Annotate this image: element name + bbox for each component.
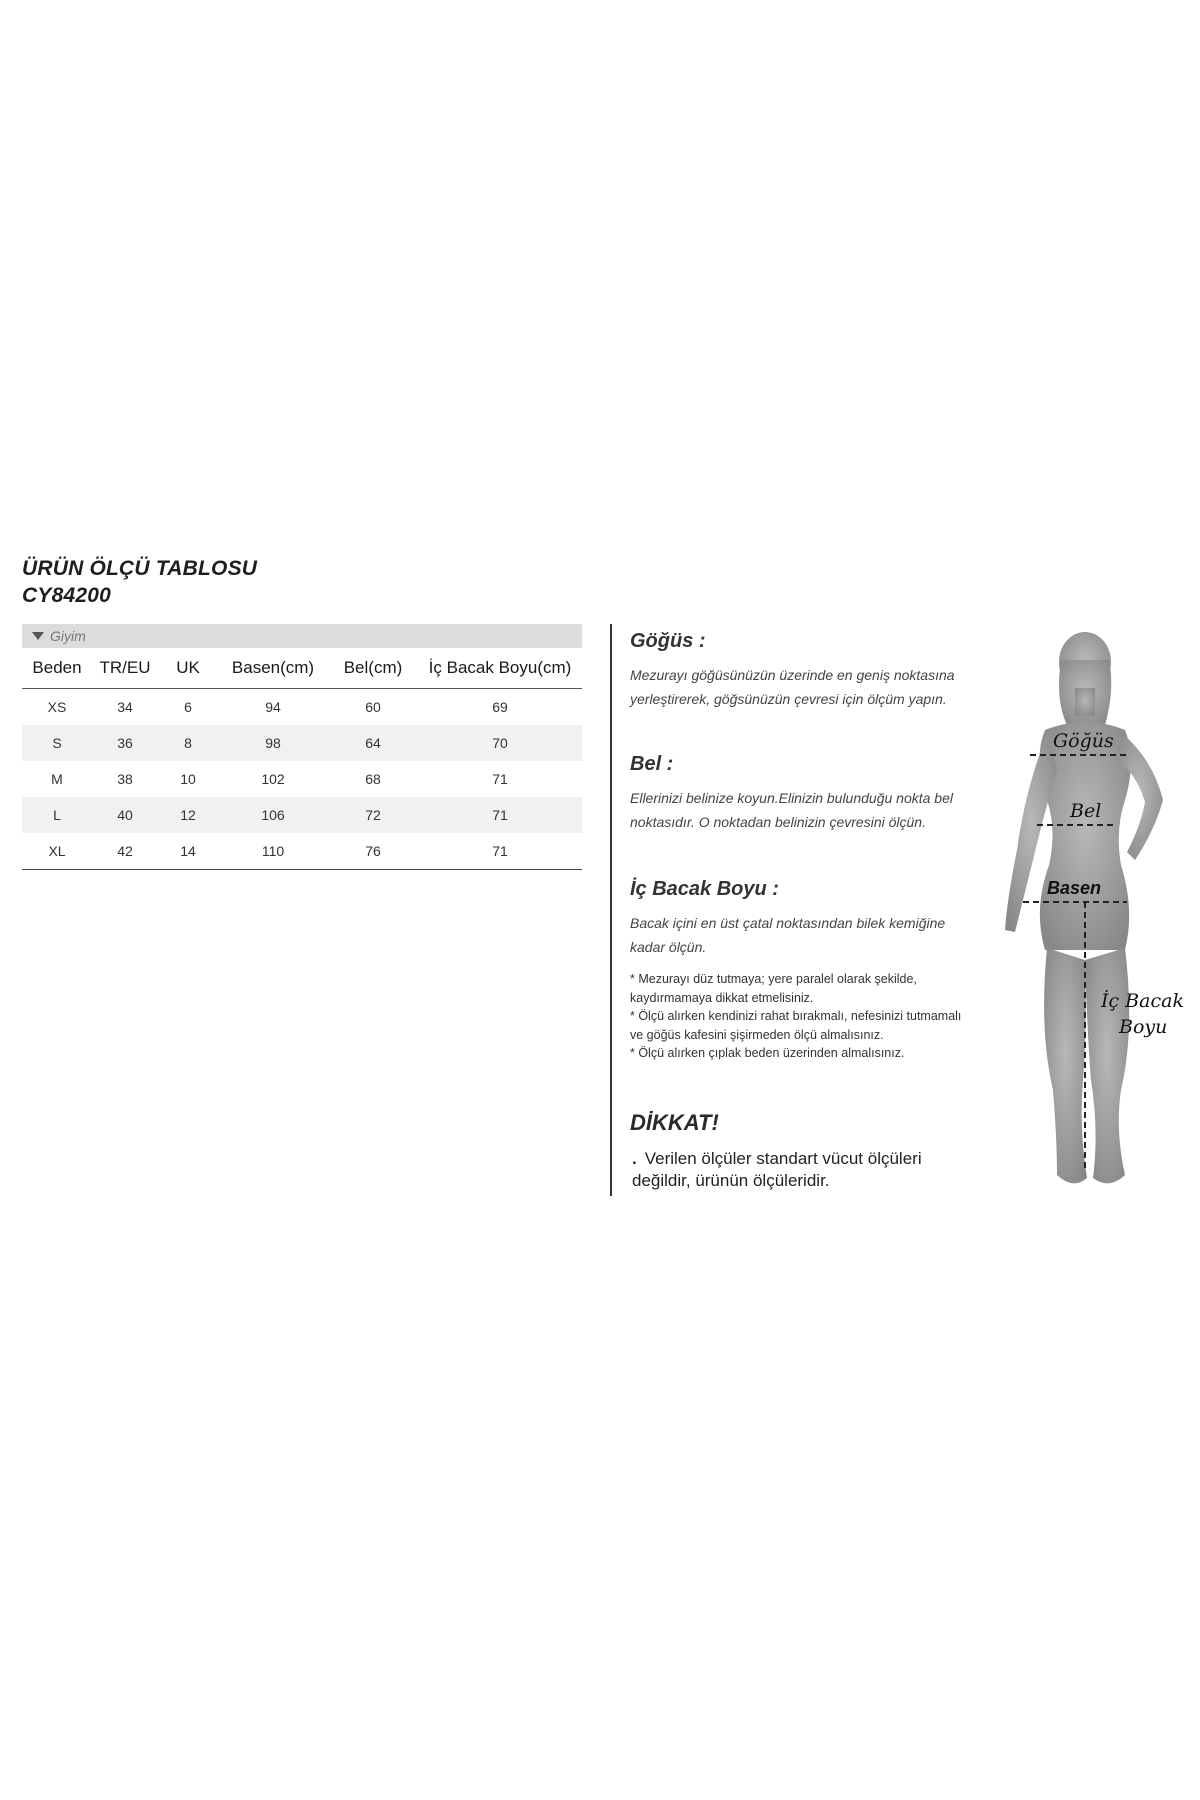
cell-uk: 8 bbox=[158, 725, 218, 761]
cell-bel: 60 bbox=[365, 699, 381, 715]
figure-label-ic-bacak-1: İç Bacak bbox=[1101, 990, 1184, 1012]
cell-uk: 14 bbox=[158, 833, 218, 870]
product-code: CY84200 bbox=[22, 584, 111, 607]
table-row bbox=[22, 797, 582, 833]
size-table bbox=[22, 648, 582, 870]
cell-bel: 64 bbox=[328, 725, 418, 761]
note-item: * Mezurayı düz tutmaya; yere paralel olarak şekilde, kaydırmamaya dikkat etmelisiniz. bbox=[630, 972, 917, 1005]
bel-heading: Bel : bbox=[630, 753, 674, 775]
table-row bbox=[22, 833, 582, 870]
cell-bel: 68 bbox=[365, 771, 381, 787]
cell-beden: S bbox=[22, 725, 92, 761]
caret-down-icon bbox=[32, 632, 44, 640]
figure-label-ic-bacak-2: Boyu bbox=[1119, 1016, 1168, 1038]
warning-text: Verilen ölçüler standart vücut ölçüleri değildir, ürünün ölçüleridir. bbox=[632, 1149, 922, 1190]
cell-bel: 76 bbox=[328, 833, 418, 870]
table-header-row bbox=[22, 648, 582, 689]
figure-label-bel: Bel bbox=[1070, 800, 1102, 822]
section-label: Giyim bbox=[50, 628, 86, 644]
warning-text-wrap bbox=[632, 1148, 952, 1192]
cell-uk: 12 bbox=[158, 797, 218, 833]
cell-basen: 110 bbox=[218, 833, 328, 870]
note-item: * Ölçü alırken çıplak beden üzerinden almalısınız. bbox=[630, 1046, 905, 1060]
cell-treu: 40 bbox=[92, 797, 158, 833]
note-item: * Ölçü alırken kendinizi rahat bırakmalı, nefesinizi tutmamalı ve göğüs kafesini şişirmeden ölçü almalısınız. bbox=[630, 1009, 962, 1042]
notes bbox=[630, 970, 970, 1063]
col-header-ic-bacak: İç Bacak Boyu(cm) bbox=[418, 648, 582, 689]
cell-ic-bacak: 71 bbox=[492, 771, 508, 787]
col-header-treu: TR/EU bbox=[92, 648, 158, 689]
ic-bacak-text: Bacak içini en üst çatal noktasından bilek kemiğine kadar ölçün. bbox=[630, 915, 946, 955]
cell-ic-bacak: 71 bbox=[418, 833, 582, 870]
cell-basen: 98 bbox=[218, 725, 328, 761]
ic-bacak-heading: İç Bacak Boyu : bbox=[630, 878, 779, 900]
table-row bbox=[22, 725, 582, 761]
gogus-heading: Göğüs : bbox=[630, 630, 706, 652]
cell-treu: 34 bbox=[117, 699, 133, 715]
col-header-beden: Beden bbox=[22, 648, 92, 689]
table-row bbox=[22, 761, 582, 797]
bel-text: Ellerinizi belinize koyun.Elinizin bulunduğu nokta bel noktasıdır. O noktadan belinizin çevresini ölçün. bbox=[630, 790, 953, 830]
cell-ic-bacak: 69 bbox=[492, 699, 508, 715]
figure-label-gogus: Göğüs bbox=[1053, 730, 1114, 752]
col-header-basen: Basen(cm) bbox=[218, 648, 328, 689]
cell-uk: 10 bbox=[180, 771, 196, 787]
col-header-uk: UK bbox=[158, 648, 218, 689]
section-bar-giyim[interactable] bbox=[22, 624, 582, 648]
vertical-divider bbox=[610, 624, 612, 1196]
body-silhouette-icon bbox=[975, 630, 1185, 1195]
cell-beden: L bbox=[22, 797, 92, 833]
cell-beden: XS bbox=[47, 699, 67, 715]
cell-beden: M bbox=[51, 771, 63, 787]
cell-basen: 94 bbox=[265, 699, 281, 715]
title-block bbox=[22, 555, 257, 609]
warning-title: DİKKAT! bbox=[630, 1110, 719, 1135]
instruction-gogus bbox=[630, 630, 970, 711]
cell-beden: XL bbox=[22, 833, 92, 870]
size-table-wrap bbox=[22, 624, 582, 870]
instruction-bel bbox=[630, 753, 970, 834]
table-row bbox=[22, 689, 582, 726]
cell-basen: 102 bbox=[261, 771, 285, 787]
page-title: ÜRÜN ÖLÇÜ TABLOSU bbox=[22, 557, 258, 580]
cell-bel: 72 bbox=[328, 797, 418, 833]
bullet-dot-icon: . bbox=[632, 1149, 637, 1168]
cell-uk: 6 bbox=[184, 699, 192, 715]
figure-label-basen: Basen bbox=[1047, 878, 1102, 898]
cell-treu: 36 bbox=[92, 725, 158, 761]
body-figure bbox=[975, 630, 1185, 1195]
cell-ic-bacak: 70 bbox=[418, 725, 582, 761]
instruction-ic-bacak bbox=[630, 878, 970, 959]
cell-treu: 42 bbox=[92, 833, 158, 870]
cell-treu: 38 bbox=[117, 771, 133, 787]
cell-ic-bacak: 71 bbox=[418, 797, 582, 833]
gogus-text: Mezurayı göğüsünüzün üzerinde en geniş noktasına yerleştirerek, göğsünüzün çevresi için ölçüm yapın. bbox=[630, 667, 955, 707]
col-header-bel: Bel(cm) bbox=[328, 648, 418, 689]
cell-basen: 106 bbox=[218, 797, 328, 833]
